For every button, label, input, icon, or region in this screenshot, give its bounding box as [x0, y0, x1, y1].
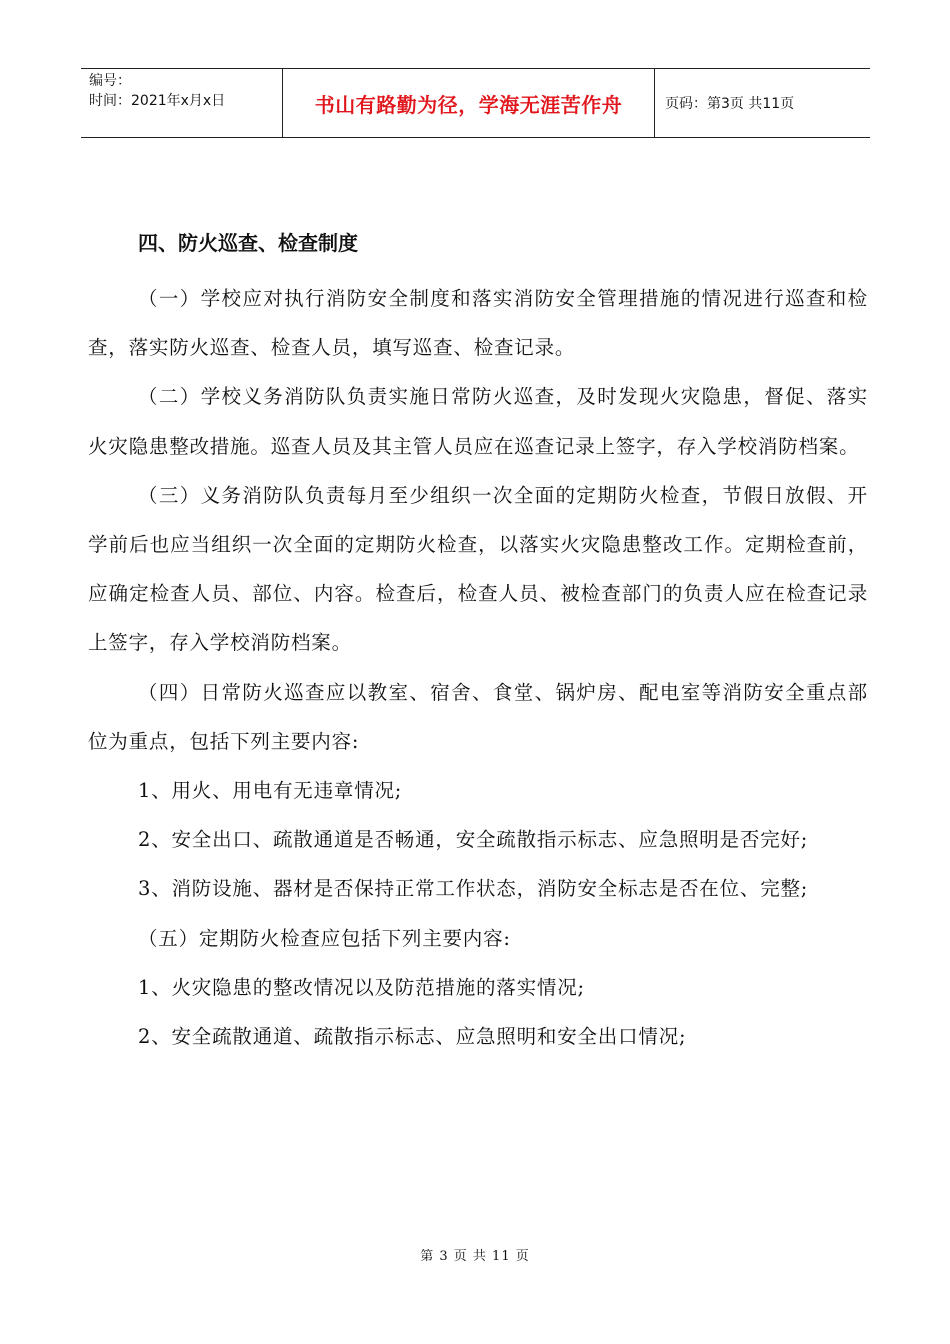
list-item: 2、安全出口、疏散通道是否畅通，安全疏散指示标志、应急照明是否完好;: [138, 828, 809, 852]
document-date: 时间：2021年x月x日: [89, 93, 226, 109]
header-page-info: 页码：第3页 共11页: [665, 96, 795, 112]
header-motto: 书山有路勤为径，学海无涯苦作舟: [314, 92, 623, 117]
document-body: [88, 226, 868, 1061]
list-item: 1、用火、用电有无违章情况;: [138, 779, 403, 803]
section-title: 四、防火巡查、检查制度: [138, 231, 358, 255]
document-number-label: 编号：: [89, 73, 131, 89]
paragraph: （二）学校义务消防队负责实施日常防火巡查，及时发现火灾隐患，督促、落实火灾隐患整改措施。巡查人员及其主管人员应在巡查记录上签字，存入学校消防档案。: [88, 385, 868, 458]
paragraph: （五）定期防火检查应包括下列主要内容:: [138, 926, 511, 950]
paragraph: （四）日常防火巡查应以教室、宿舍、食堂、锅炉房、配电室等消防安全重点部位为重点，包括下列主要内容:: [88, 680, 868, 753]
header-meta: [81, 69, 283, 137]
list-item: 3、消防设施、器材是否保持正常工作状态，消防安全标志是否在位、完整;: [138, 877, 809, 901]
list-item: 1、火灾隐患的整改情况以及防范措施的落实情况;: [138, 975, 585, 999]
paragraph: （一）学校应对执行消防安全制度和落实消防安全管理措施的情况进行巡查和检查，落实防火巡查、检查人员，填写巡查、检查记录。: [88, 287, 868, 360]
page-footer: 第 3 页 共 11 页: [420, 1249, 530, 1264]
page-header: [81, 68, 870, 138]
list-item: 2、安全疏散通道、疏散指示标志、应急照明和安全出口情况;: [138, 1025, 687, 1049]
header-page-info-cell: [655, 69, 870, 137]
paragraph: （三）义务消防队负责每月至少组织一次全面的定期防火检查，节假日放假、开学前后也应当组织一次全面的定期防火检查，以落实火灾隐患整改工作。定期检查前，应确定检查人员、部位、内容。检查后，检查人员、被检查部门的负责人应在检查记录上签字，存入学校消防档案。: [88, 483, 868, 655]
header-motto-cell: [283, 69, 655, 137]
